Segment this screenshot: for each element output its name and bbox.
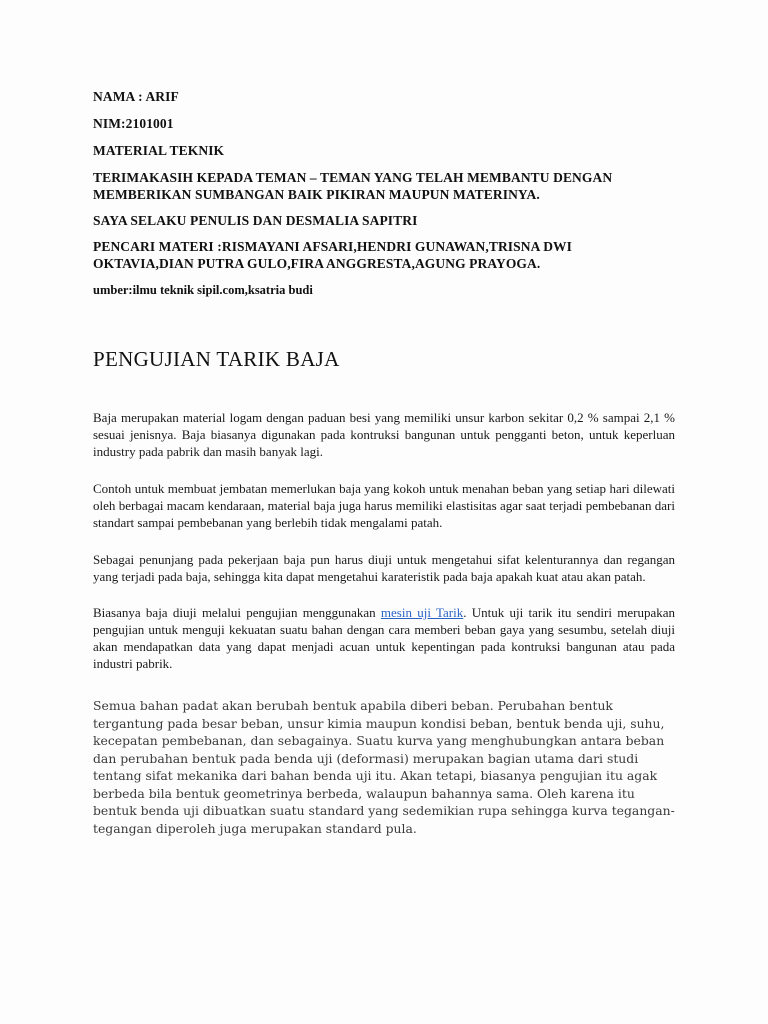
searchers-line: PENCARI MATERI :RISMAYANI AFSARI,HENDRI GUNAWAN,TRISNA DWI OKTAVIA,DIAN PUTRA GULO,FIRA ANGGRESTA,AGUNG PRAYOGA. bbox=[93, 239, 572, 271]
source-line: umber:ilmu teknik sipil.com,ksatria budi bbox=[93, 283, 313, 297]
paragraph-1: Baja merupakan material logam dengan paduan besi yang memiliki unsur karbon sekitar 0,2 % sampai 2,1 % sesuai jenisnya. Baja biasanya digunakan pada kontruksi bangunan untuk pengganti beton, untuk keperluan industry pada pabrik dan masih banyak lagi. bbox=[93, 410, 675, 459]
paragraph-4 bbox=[93, 604, 675, 672]
document-title: PENGUJIAN TARIK BAJA bbox=[93, 347, 340, 371]
paragraph-3: Sebagai penunjang pada pekerjaan baja pun harus diuji untuk mengetahui sifat kelenturannya dan regangan yang terjadi pada baja, sehingga kita dapat mengetahui karateristik pada baja apakah kuat atau akan patah. bbox=[93, 552, 675, 584]
paragraph-2: Contoh untuk membuat jembatan memerlukan baja yang kokoh untuk menahan beban yang setiap hari dilewati oleh berbagai macam kendaraan, material baja juga harus memiliki elastisitas agar saat terjadi pembebanan dari standart sampai pembebanan yang berlebih tidak mengalami patah. bbox=[93, 481, 675, 530]
thanks-line: TERIMAKASIH KEPADA TEMAN – TEMAN YANG TELAH MEMBANTU DENGAN MEMBERIKAN SUMBANGAN BAIK PIKIRAN MAUPUN MATERINYA. bbox=[93, 170, 613, 202]
tensile-machine-link[interactable]: mesin uji Tarik bbox=[380, 605, 464, 620]
name-line: NAMA : ARIF bbox=[93, 89, 179, 104]
course-line: MATERIAL TEKNIK bbox=[93, 143, 225, 158]
paragraph-4-text-end: . Untuk uji tarik itu sendiri merupakan pengujian untuk menguji kekuatan suatu bahan dengan cara memberi beban gaya yang sesumbu, setelah diuji akan mendapatkan data yang dapat menjadi acuan untuk kepentingan pada kontruksi bangunan atau pada industri pabrik. bbox=[93, 605, 676, 671]
author-line: SAYA SELAKU PENULIS DAN DESMALIA SAPITRI bbox=[93, 213, 418, 228]
document-content bbox=[93, 88, 675, 837]
nim-line: NIM:2101001 bbox=[93, 116, 174, 131]
paragraph-5: Semua bahan padat akan berubah bentuk apabila diberi beban. Perubahan bentuk tergantung pada besar beban, unsur kimia maupun kondisi beban, bentuk benda uji, suhu, kecepatan pembebanan, dan sebagainya. Suatu kurva yang menghubungkan antara beban dan perubahan bentuk pada benda uji (deformasi) merupakan bagian utama dari studi tentang sifat mekanika dari bahan benda uji itu. Akan tetapi, biasanya pengujian itu agak berbeda bila bentuk geometrinya berbeda, walaupun bahannya sama. Oleh karena itu bentuk benda uji dibuatkan suatu standard yang sedemikian rupa sehingga kurva tegangan-tegangan diperoleh juga merupakan standard pula. bbox=[93, 698, 675, 836]
paragraph-4-text-start: Biasanya baja diuji melalui pengujian menggunakan bbox=[93, 605, 381, 620]
